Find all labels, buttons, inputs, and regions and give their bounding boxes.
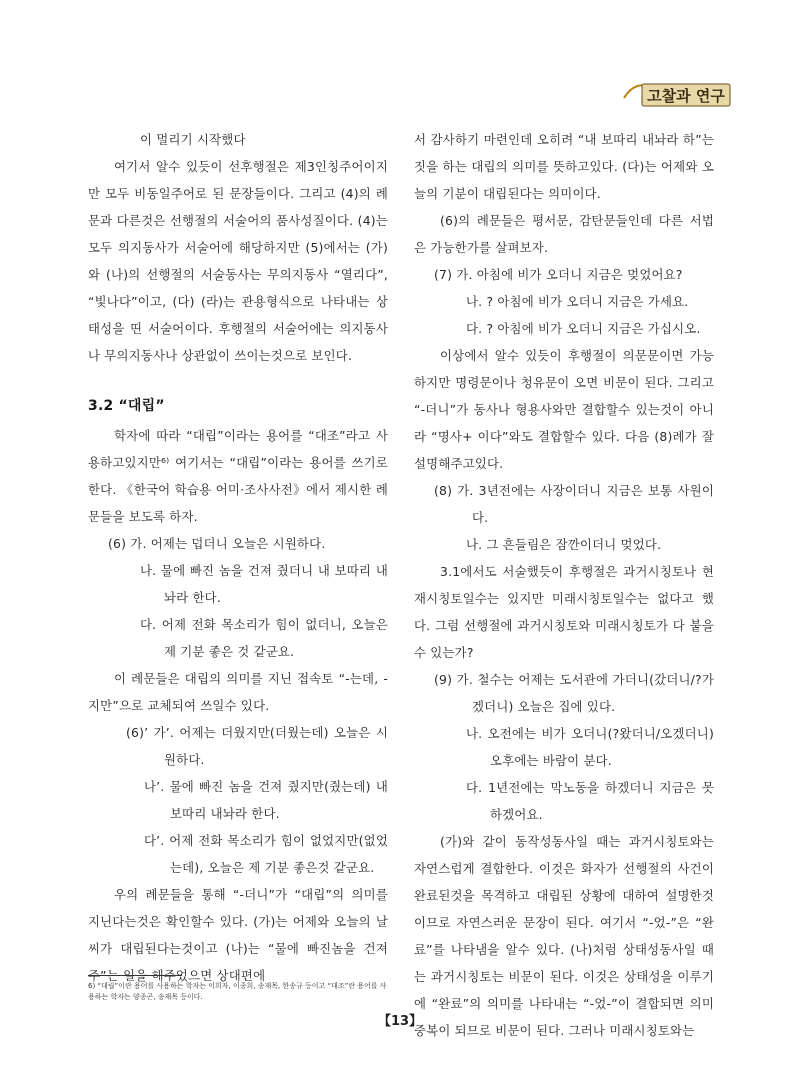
logo-text: 고찰과 연구 bbox=[647, 87, 725, 105]
body-paragraph: 학자에 따라 “대립”이라는 용어를 “대조”라고 사용하고있지만⁶⁾ 여기서는 “대립”이라는 용어를 쓰기로 한다. 《한국어 학습용 어미·조사사전》에서 제시한 례문들을 보도록 하자. bbox=[88, 428, 388, 524]
example-sentence: 다’. 어제 전화 목소리가 힘이 없었지만(없었는데), 오늘은 제 기분 좋은것 같군요. bbox=[144, 833, 388, 875]
body-paragraph: 우의 례문들을 통해 “-더니”가 “대립”의 의미를 지닌다는것은 확인할수 있다. (가)는 어제와 오늘의 날씨가 대립된다는것이고 (나)는 “물에 빠진놈을 건져주”는 일을 해주었으면 상대편에 bbox=[88, 887, 388, 983]
footnote: 6) “대립”이란 용어를 사용하는 학자는 이희자, 이종희, 송재목, 한송규 등이고 “대조”란 용어를 사용하는 학자는 양종곤, 송재목 등이다. bbox=[88, 982, 387, 1001]
example-sentence: 나. 물에 빠진 놈을 건져 줬더니 내 보따리 내놔라 한다. bbox=[140, 563, 388, 605]
body-paragraph: 서 감사하기 마련인데 오히려 “내 보따리 내놔라 하”는 짓을 하는 대립의 의미를 뜻하고있다. (다)는 어제와 오늘의 기분이 대립된다는 의미이다. bbox=[414, 132, 714, 201]
body-paragraph: 이 멀리기 시작했다 bbox=[140, 132, 246, 147]
example-sentence: (9) 가. 철수는 어제는 도서관에 가더니(갔더니/?가겠더니) 오늘은 집에 있다. bbox=[434, 672, 714, 714]
example-sentence: (6) 가. 어제는 덥더니 오늘은 시원하다. bbox=[108, 536, 326, 551]
right-column bbox=[414, 126, 714, 1044]
example-sentence: 다. 1년전에는 막노동을 하겠더니 지금은 못 하겠어요. bbox=[466, 780, 714, 822]
example-sentence: 나. ? 아침에 비가 오더니 지금은 가세요. bbox=[466, 294, 689, 309]
section-heading: 3.2 “대립” bbox=[88, 398, 165, 414]
body-paragraph: (가)와 같이 동작성동사일 때는 과거시칭토와는 자연스럽게 결합한다. 이것은 화자가 선행절의 사건이 완료된것을 목격하고 대립된 상황에 대하여 설명한것이므로 자연스러운 문장이 된다. 여기서 “-었-”은 “완료”를 나타냄을 알수 있다. (나)처럼 상태성동사일 때는 과거시칭토는 비문이 된다. 이것은 상태성을 이루기에 “완료”의 의미를 나타내는 “-었-”이 결합되면 의미중복이 되므로 비문이 된다. 그러나 미래시칭토와는 bbox=[414, 834, 714, 1038]
body-paragraph: (6)의 례문들은 평서문, 감탄문들인데 다른 서법은 가능한가를 살펴보자. bbox=[414, 213, 714, 255]
footnote-rule bbox=[88, 975, 182, 976]
body-paragraph: 이 례문들은 대립의 의미를 지닌 접속토 “-는데, -지만”으로 교체되여 쓰일수 있다. bbox=[88, 671, 388, 713]
example-sentence: 나’. 물에 빠진 놈을 건져 줬지만(줬는데) 내 보따리 내놔라 한다. bbox=[144, 779, 388, 821]
example-sentence: (7) 가. 아침에 비가 오더니 지금은 멎었어요? bbox=[434, 267, 683, 282]
example-sentence: (6)’ 가’. 어제는 더웠지만(더웠는데) 오늘은 시원하다. bbox=[126, 725, 388, 767]
body-paragraph: 이상에서 알수 있듯이 후행절이 의문문이면 가능하지만 명령문이나 청유문이 오면 비문이 된다. 그리고 “-더니”가 동사나 형용사와만 결합할수 있는것이 아니라 “명사+ 이다”와도 결합할수 있다. 다음 (8)례가 잘 설명해주고있다. bbox=[414, 348, 714, 471]
example-sentence: (8) 가. 3년전에는 사장이더니 지금은 보통 사원이다. bbox=[434, 483, 714, 525]
body-paragraph: 3.1에서도 서술했듯이 후행절은 과거시칭토나 현재시칭토일수는 있지만 미래시칭토일수는 없다고 했다. 그럼 선행절에 과거시칭토와 미래시칭토가 다 붙을수 있는가? bbox=[414, 564, 714, 660]
page-number: 【13】 bbox=[377, 1014, 423, 1029]
body-paragraph: 여기서 알수 있듯이 선후행절은 제3인칭주어이지만 모두 비동일주어로 된 문장들이다. 그리고 (4)의 례문과 다른것은 선행절의 서술어의 품사성질이다. (4)는 모두 의지동사가 서술어에 해당하지만 (5)에서는 (가)와 (나)의 선행절의 서술동사는 무의지동사 “열리다”, “빛나다”이고, (다) (라)는 관용형식으로 나타내는 상태성을 띤 서술어이다. 후행절의 서술어에는 의지동사나 무의지동사나 상관없이 쓰이는것으로 보인다. bbox=[88, 159, 388, 363]
example-sentence: 다. ? 아침에 비가 오더니 지금은 가십시오. bbox=[466, 321, 701, 336]
example-sentence: 나. 오전에는 비가 오더니(?왔더니/오겠더니) 오후에는 바람이 분다. bbox=[466, 726, 714, 768]
journal-logo bbox=[622, 76, 734, 110]
example-sentence: 다. 어제 전화 목소리가 힘이 없더니, 오늘은 제 기분 좋은 것 같군요. bbox=[140, 617, 388, 659]
left-column bbox=[88, 126, 388, 989]
example-sentence: 나. 그 흔들림은 잠깐이더니 멎었다. bbox=[466, 537, 662, 552]
